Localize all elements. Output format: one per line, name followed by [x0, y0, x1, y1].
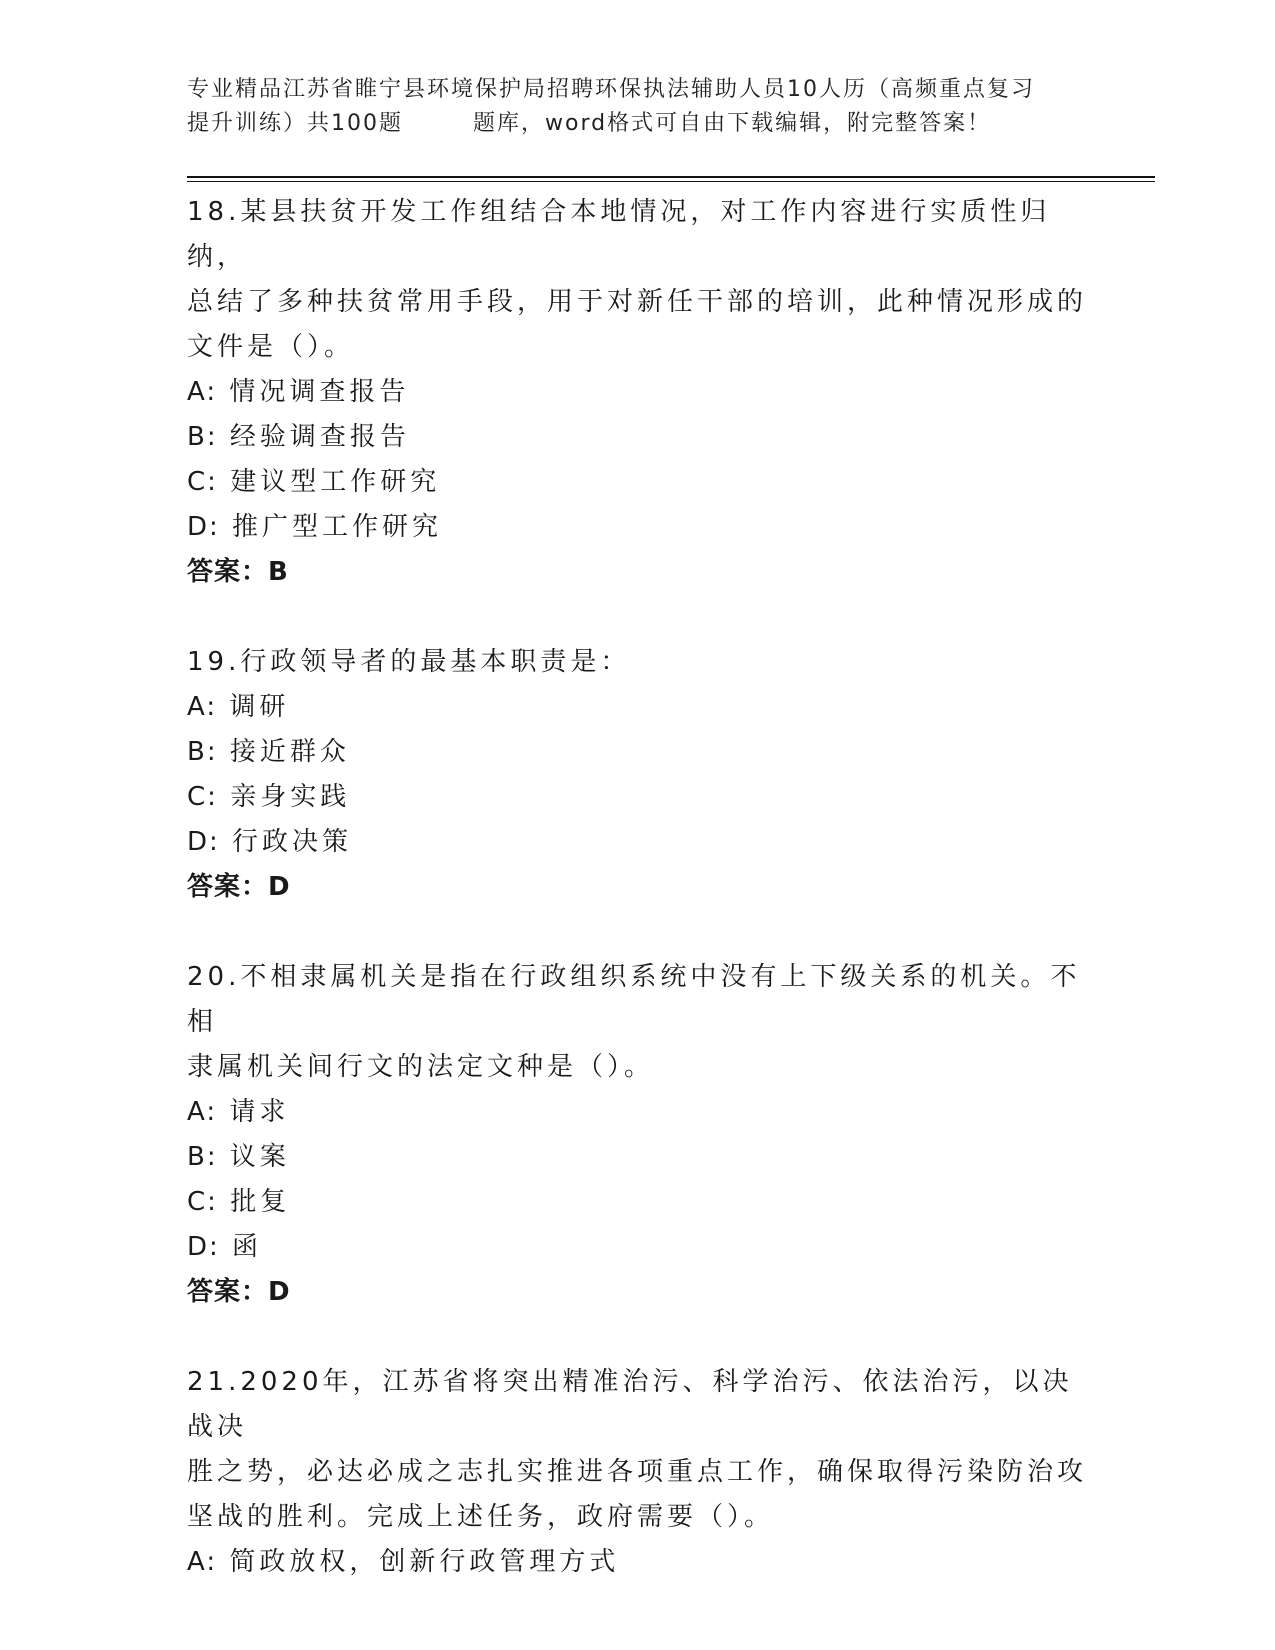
header-divider-thick: [187, 176, 1155, 178]
header-line-1: 专业精品江苏省睢宁县环境保护局招聘环保执法辅助人员10人历（高频重点复习: [187, 77, 1035, 102]
option-text: 情况调查报告: [229, 377, 410, 407]
option-b: [187, 1135, 1087, 1180]
question-text-line: 20.不相隶属机关是指在行政组织系统中没有上下级关系的机关。不相: [187, 962, 1081, 1037]
option-a: [187, 1540, 1087, 1585]
option-a: [187, 370, 1087, 415]
answer-label: 答案：: [187, 872, 269, 902]
option-text: 函: [232, 1232, 263, 1262]
option-key: D:: [187, 1232, 220, 1262]
option-text: 请求: [229, 1097, 290, 1127]
option-key: C:: [187, 1187, 218, 1217]
questions-list: [187, 190, 1087, 1585]
option-key: B:: [187, 737, 218, 767]
option-d: [187, 1225, 1087, 1270]
option-text: 简政放权，创新行政管理方式: [229, 1547, 620, 1577]
question-text-line: 坚战的胜利。完成上述任务，政府需要（）。: [187, 1502, 775, 1532]
question-18: [187, 190, 1087, 595]
option-text: 批复: [230, 1187, 291, 1217]
answer-value: D: [268, 872, 291, 902]
answer-value: B: [268, 557, 289, 587]
option-a: [187, 1090, 1087, 1135]
header-line-2: [187, 107, 1087, 141]
option-a: [187, 685, 1087, 730]
option-key: B:: [187, 1142, 218, 1172]
option-b: [187, 730, 1087, 775]
option-key: B:: [187, 422, 218, 452]
option-text: 亲身实践: [230, 782, 351, 812]
answer: [187, 1270, 1087, 1315]
answer: [187, 550, 1087, 595]
option-key: A:: [187, 377, 218, 407]
question-text-line: 21.2020年，江苏省将突出精准治污、科学治污、依法治污，以决战决: [187, 1367, 1073, 1442]
option-c: [187, 775, 1087, 820]
option-c: [187, 460, 1087, 505]
option-text: 行政决策: [232, 827, 353, 857]
option-c: [187, 1180, 1087, 1225]
question-text-line: 19.行政领导者的最基本职责是：: [187, 647, 631, 677]
option-text: 接近群众: [229, 737, 350, 767]
option-key: C:: [187, 467, 218, 497]
option-b: [187, 415, 1087, 460]
question-text-line: 18.某县扶贫开发工作组结合本地情况，对工作内容进行实质性归纳，: [187, 197, 1051, 272]
question-text-line: 隶属机关间行文的法定文种是（）。: [187, 1052, 655, 1082]
question-text-line: 胜之势，必达必成之志扎实推进各项重点工作，确保取得污染防治攻: [187, 1457, 1088, 1487]
question-text-line: 总结了多种扶贫常用手段，用于对新任干部的培训，此种情况形成的: [187, 287, 1088, 317]
document-header: [187, 73, 1087, 141]
answer-label: 答案：: [187, 557, 269, 587]
header-divider-thin: [187, 181, 1155, 182]
question-20: [187, 955, 1087, 1315]
option-text: 议案: [229, 1142, 290, 1172]
option-key: C:: [187, 782, 218, 812]
option-d: [187, 505, 1087, 550]
question-text-line: 文件是（）。: [187, 332, 355, 362]
header-line-2-part-a: 提升训练）共100题: [187, 111, 403, 136]
option-text: 推广型工作研究: [232, 512, 443, 542]
question-19: [187, 640, 1087, 910]
option-text: 经验调查报告: [229, 422, 410, 452]
option-key: A:: [187, 1097, 218, 1127]
question-21: [187, 1360, 1087, 1585]
option-key: D:: [187, 512, 220, 542]
option-text: 建议型工作研究: [230, 467, 441, 497]
answer-label: 答案：: [187, 1277, 269, 1307]
answer: [187, 865, 1087, 910]
option-key: A:: [187, 1547, 218, 1577]
option-text: 调研: [229, 692, 290, 722]
option-key: D:: [187, 827, 220, 857]
option-key: A:: [187, 692, 218, 722]
answer-value: D: [268, 1277, 291, 1307]
header-line-2-part-b: 题库，word格式可自由下载编辑，附完整答案！: [473, 111, 992, 136]
option-d: [187, 820, 1087, 865]
